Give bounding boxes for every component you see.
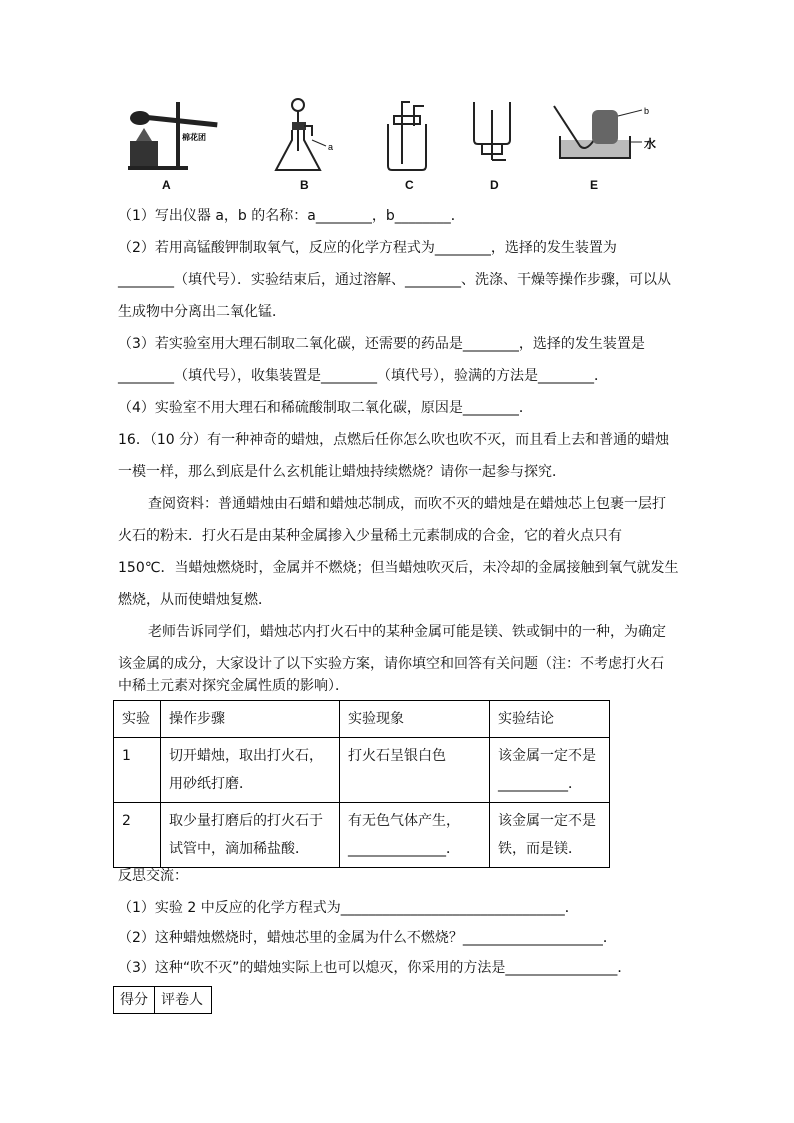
question-1: （1）写出仪器 a，b 的名称：a________，b________． bbox=[118, 208, 465, 224]
figure-label-c: C bbox=[405, 178, 414, 192]
table-cell: 该金属一定不是 __________． bbox=[490, 738, 610, 803]
figure-label-d: D bbox=[490, 178, 499, 192]
table-header: 实验 bbox=[114, 701, 161, 738]
teacher-line-1: 老师告诉同学们，蜡烛芯内打火石中的某种金属可能是镁、铁或铜中的一种，为确定 bbox=[148, 624, 666, 640]
teacher-line-3: 中稀土元素对探究金属性质的影响）． bbox=[118, 678, 349, 694]
question-4: （4）实验室不用大理石和稀硫酸制取二氧化碳，原因是________． bbox=[118, 400, 533, 416]
reflection-3: （3）这种“吹不灭”的蜡烛实际上也可以熄灭，你采用的方法是________________． bbox=[118, 960, 632, 976]
table-cell: 2 bbox=[114, 803, 161, 868]
question-3-line-1: （3）若实验室用大理石制取二氧化碳，还需要的药品是________，选择的发生装置是 bbox=[118, 336, 645, 352]
table-cell: 切开蜡烛，取出打火石， 用砂纸打磨． bbox=[161, 738, 340, 803]
apparatus-d bbox=[466, 96, 526, 176]
apparatus-b bbox=[268, 96, 348, 176]
figure-label-e: E bbox=[590, 178, 599, 192]
apparatus-e bbox=[550, 96, 670, 176]
score-box bbox=[113, 986, 212, 1014]
table-header: 操作步骤 bbox=[161, 701, 340, 738]
apparatus-a bbox=[118, 96, 228, 176]
experiment-table bbox=[113, 700, 610, 868]
grader-label: 评卷人 bbox=[155, 987, 212, 1014]
figure-label-a: A bbox=[162, 178, 171, 192]
problem-16-line-2: 一模一样，那么到底是什么玄机能让蜡烛持续燃烧？请你一起参与探究． bbox=[118, 464, 566, 480]
question-2-line-1: （2）若用高锰酸钾制取氧气，反应的化学方程式为________，选择的发生装置为 bbox=[118, 240, 617, 256]
table-row bbox=[114, 738, 610, 803]
table-cell: 该金属一定不是 铁，而是镁． bbox=[490, 803, 610, 868]
svg-text:棉花团: 棉花团 bbox=[182, 133, 206, 142]
table-row bbox=[114, 803, 610, 868]
table-cell: 打火石呈银白色 bbox=[340, 738, 490, 803]
score-label: 得分 bbox=[114, 987, 155, 1014]
table-cell: 1 bbox=[114, 738, 161, 803]
question-2-line-2: ________（填代号）．实验结束后，通过溶解、________、洗涤、干燥等操作步骤，可以从 bbox=[118, 272, 671, 288]
reflection-1: （1）实验 2 中反应的化学方程式为________________________________． bbox=[118, 900, 579, 916]
table-cell: 有无色气体产生， ______________． bbox=[340, 803, 490, 868]
apparatus-figure bbox=[118, 96, 678, 196]
table-header: 实验现象 bbox=[340, 701, 490, 738]
teacher-line-2: 该金属的成分，大家设计了以下实验方案，请你填空和回答有关问题（注：不考虑打火石 bbox=[118, 656, 664, 672]
research-line-3: 150℃．当蜡烛燃烧时，金属并不燃烧；但当蜡烛吹灭后，未冷却的金属接触到氧气就发生 bbox=[118, 560, 679, 576]
research-line-2: 火石的粉末．打火石是由某种金属掺入少量稀土元素制成的合金，它的着火点只有 bbox=[118, 528, 622, 544]
figure-label-b: B bbox=[300, 178, 309, 192]
reflection-heading: 反思交流： bbox=[118, 868, 188, 884]
question-3-line-2: ________（填代号），收集装置是________（填代号），验满的方法是________． bbox=[118, 368, 608, 384]
research-line-4: 燃烧，从而使蜡烛复燃． bbox=[118, 592, 272, 608]
research-line-1: 查阅资料：普通蜡烛由石蜡和蜡烛芯制成，而吹不灭的蜡烛是在蜡烛芯上包裹一层打 bbox=[148, 496, 666, 512]
svg-text:a: a bbox=[328, 142, 334, 152]
question-2-line-3: 生成物中分离出二氧化锰． bbox=[118, 304, 286, 320]
problem-16-line-1: 16．（10 分）有一种神奇的蜡烛，点燃后任你怎么吹也吹不灭，而且看上去和普通的蜡烛 bbox=[118, 432, 670, 448]
svg-text:b: b bbox=[644, 106, 650, 116]
apparatus-c bbox=[380, 96, 440, 176]
table-cell: 取少量打磨后的打火石于 试管中，滴加稀盐酸． bbox=[161, 803, 340, 868]
reflection-2: （2）这种蜡烛燃烧时，蜡烛芯里的金属为什么不燃烧？____________________． bbox=[118, 930, 617, 946]
table-header: 实验结论 bbox=[490, 701, 610, 738]
table-header-row bbox=[114, 701, 610, 738]
svg-text:水: 水 bbox=[644, 137, 657, 151]
